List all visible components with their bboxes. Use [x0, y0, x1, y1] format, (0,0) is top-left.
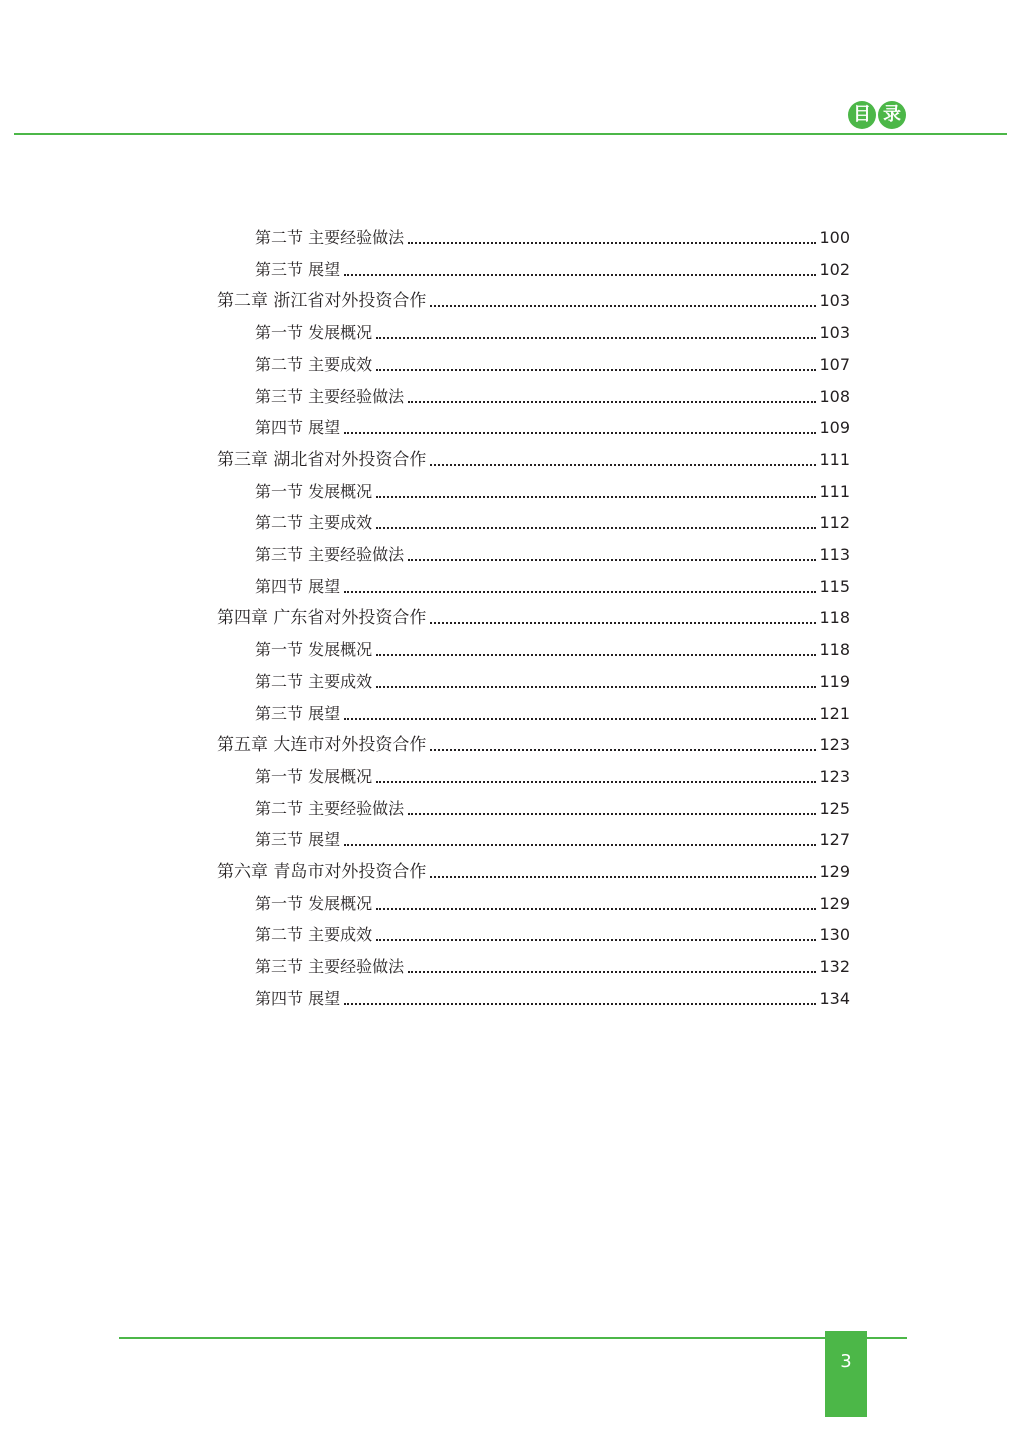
toc-entry-page-number: 112	[819, 513, 850, 533]
toc-entry-page-number: 129	[819, 862, 850, 881]
toc-entry-title: 第六章 青岛市对外投资合作	[217, 862, 427, 882]
toc-dot-leader	[408, 400, 816, 403]
toc-entry-title: 第三章 湖北省对外投资合作	[217, 449, 427, 470]
toc-dot-leader	[376, 653, 816, 656]
toc-entry-title: 第三节 主要经验做法	[255, 386, 405, 406]
toc-section-entry[interactable]	[255, 823, 850, 851]
toc-entry-page-number: 102	[819, 259, 850, 279]
toc-dot-leader	[344, 590, 816, 593]
toc-section-entry[interactable]	[255, 316, 850, 344]
page-number: 3	[840, 1351, 852, 1372]
toc-section-entry[interactable]	[255, 221, 850, 249]
toc-chapter-entry[interactable]	[217, 601, 850, 629]
toc-entry-title: 第一节 发展概况	[255, 323, 373, 343]
toc-entry-title: 第二节 主要成效	[255, 925, 373, 945]
toc-section-entry[interactable]	[255, 538, 850, 566]
toc-entry-title: 第四章 广东省对外投资合作	[217, 608, 427, 629]
toc-entry-page-number: 134	[819, 988, 850, 1008]
toc-entry-title: 第一节 发展概况	[255, 766, 373, 786]
toc-dot-leader	[376, 495, 816, 498]
toc-entry-page-number: 132	[819, 957, 850, 977]
toc-dot-leader	[430, 621, 816, 624]
toc-entry-page-number: 111	[819, 449, 850, 469]
toc-entry-title: 第二节 主要成效	[255, 671, 373, 691]
toc-entry-title: 第二节 主要成效	[255, 354, 373, 374]
toc-section-entry[interactable]	[255, 570, 850, 598]
toc-entry-title: 第四节 展望	[255, 418, 341, 438]
toc-entry-page-number: 111	[819, 481, 850, 501]
toc-entry-page-number: 129	[819, 893, 850, 913]
toc-section-entry[interactable]	[255, 475, 850, 503]
toc-section-entry[interactable]	[255, 792, 850, 820]
toc-entry-page-number: 127	[819, 830, 850, 850]
toc-entry-page-number: 119	[819, 671, 850, 691]
toc-dot-leader	[430, 304, 816, 307]
toc-section-entry[interactable]	[255, 982, 850, 1010]
toc-dot-leader	[376, 780, 816, 783]
toc-entry-page-number: 121	[819, 703, 850, 723]
toc-dot-leader	[376, 685, 816, 688]
toc-section-entry[interactable]	[255, 697, 850, 725]
toc-chapter-entry[interactable]	[217, 443, 850, 471]
toc-dot-leader	[408, 970, 816, 973]
toc-entry-page-number: 107	[819, 354, 850, 374]
toc-dot-leader	[430, 748, 816, 751]
toc-entry-page-number: 109	[819, 418, 850, 438]
toc-entry-page-number: 123	[819, 735, 850, 755]
toc-section-entry[interactable]	[255, 348, 850, 376]
toc-entry-title: 第二节 主要经验做法	[255, 798, 405, 818]
toc-entry-page-number: 118	[819, 640, 850, 660]
toc-dot-leader	[344, 273, 816, 276]
toc-entry-title: 第三节 主要经验做法	[255, 957, 405, 977]
toc-chapter-entry[interactable]	[217, 284, 850, 312]
toc-entry-title: 第一节 发展概况	[255, 893, 373, 913]
toc-entry-page-number: 118	[819, 608, 850, 628]
toc-section-entry[interactable]	[255, 380, 850, 408]
toc-dot-leader	[376, 336, 816, 339]
toc-dot-leader	[376, 907, 816, 910]
toc-entry-title: 第二章 浙江省对外投资合作	[217, 291, 427, 312]
toc-entry-page-number: 123	[819, 766, 850, 786]
toc-dot-leader	[376, 938, 816, 941]
toc-section-entry[interactable]	[255, 887, 850, 915]
toc-section-entry[interactable]	[255, 760, 850, 788]
toc-chapter-entry[interactable]	[217, 728, 850, 756]
toc-section-entry[interactable]	[255, 506, 850, 534]
toc-section-entry[interactable]	[255, 411, 850, 439]
toc-entry-title: 第一节 发展概况	[255, 481, 373, 501]
toc-entry-page-number: 103	[819, 291, 850, 311]
toc-section-entry[interactable]	[255, 665, 850, 693]
header-title-char: 录	[878, 101, 906, 129]
toc-dot-leader	[408, 558, 816, 561]
toc-dot-leader	[408, 812, 816, 815]
toc-section-entry[interactable]	[255, 253, 850, 281]
toc-dot-leader	[344, 717, 816, 720]
toc-entry-page-number: 113	[819, 545, 850, 564]
toc-dot-leader	[344, 843, 816, 846]
toc-entry-title: 第二节 主要经验做法	[255, 228, 405, 247]
toc-entry-title: 第一节 发展概况	[255, 640, 373, 660]
toc-entry-page-number: 103	[819, 323, 850, 343]
toc-entry-page-number: 115	[819, 576, 850, 596]
header-divider	[14, 133, 1007, 135]
toc-section-entry[interactable]	[255, 633, 850, 661]
toc-entry-title: 第三节 展望	[255, 259, 341, 279]
toc-entry-title: 第四节 展望	[255, 576, 341, 596]
toc-dot-leader	[430, 875, 816, 878]
toc-chapter-entry[interactable]	[217, 855, 850, 883]
toc-entry-page-number: 100	[819, 228, 850, 247]
toc-entry-title: 第三节 展望	[255, 703, 341, 723]
page-header-title	[848, 101, 906, 131]
toc-dot-leader	[408, 241, 816, 244]
toc-entry-title: 第四节 展望	[255, 988, 341, 1008]
page-number-tab	[825, 1331, 867, 1417]
toc-entry-title: 第二节 主要成效	[255, 513, 373, 533]
toc-dot-leader	[376, 368, 816, 371]
toc-section-entry[interactable]	[255, 918, 850, 946]
toc-entry-title: 第三节 主要经验做法	[255, 545, 405, 564]
toc-section-entry[interactable]	[255, 950, 850, 978]
toc-dot-leader	[376, 526, 816, 529]
toc-dot-leader	[430, 463, 816, 466]
toc-entry-title: 第五章 大连市对外投资合作	[217, 735, 427, 756]
footer-divider	[119, 1337, 907, 1339]
toc-dot-leader	[344, 431, 816, 434]
toc-entry-page-number: 125	[819, 798, 850, 818]
toc-entry-page-number: 130	[819, 925, 850, 945]
toc-entry-page-number: 108	[819, 386, 850, 406]
toc-dot-leader	[344, 1002, 816, 1005]
header-title-char: 目	[848, 101, 876, 129]
toc-entry-title: 第三节 展望	[255, 830, 341, 850]
